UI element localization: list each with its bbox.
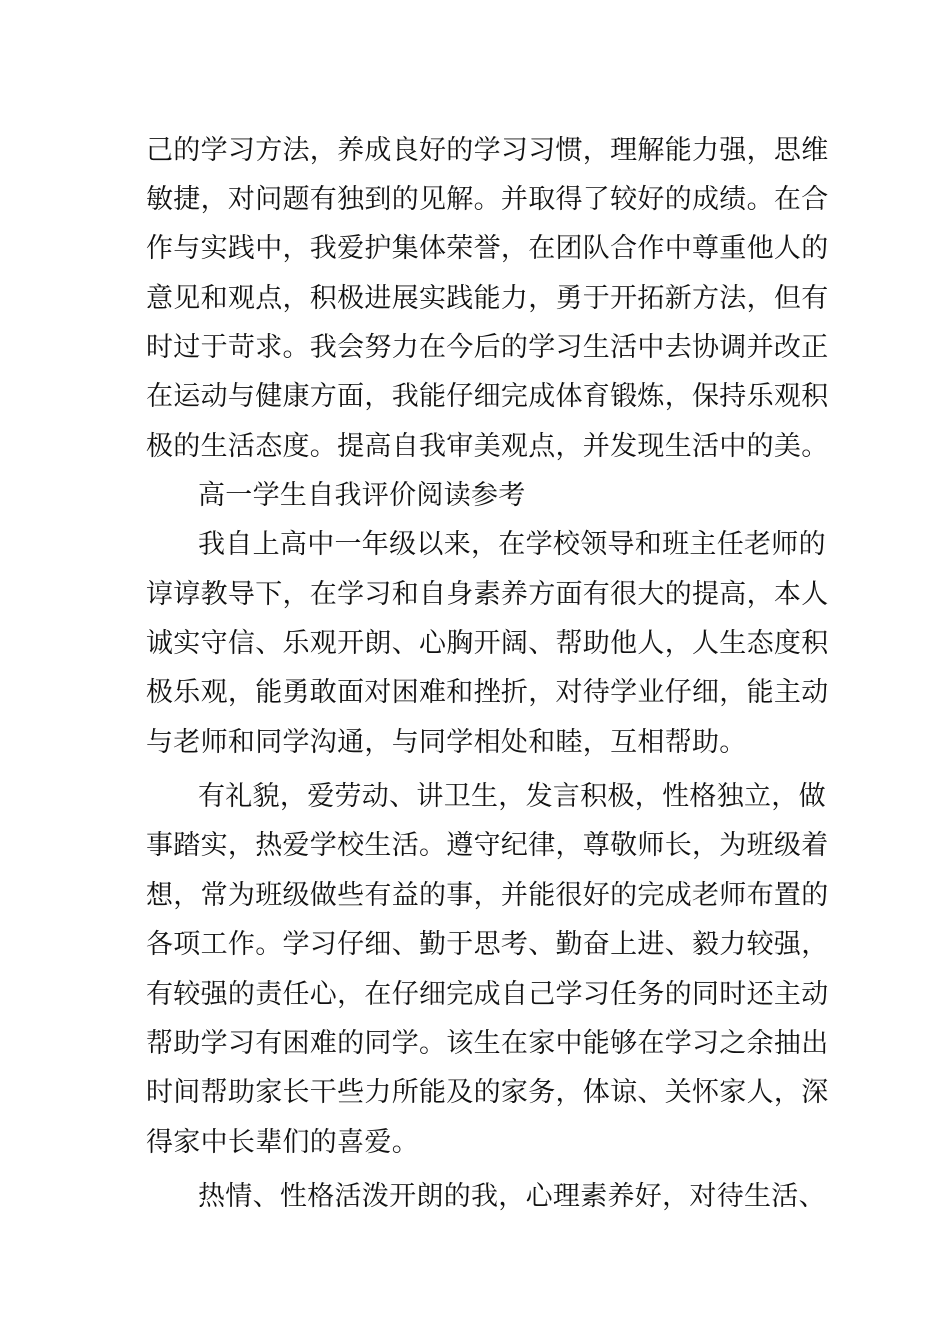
section-heading: 高一学生自我评价阅读参考 <box>198 480 526 511</box>
paragraph-start-line: 我自上高中一年级以来，在学校领导和班主任老师的 <box>198 529 826 560</box>
text-line: 想，常为班级做些有益的事，并能很好的完成老师布置的 <box>146 880 829 911</box>
text-line: 得家中长辈们的喜爱。 <box>146 1127 419 1158</box>
paragraph-start-line: 热情、性格活泼开朗的我，心理素养好，对待生活、 <box>198 1181 826 1212</box>
text-line: 己的学习方法，养成良好的学习习惯，理解能力强，思维 <box>146 135 829 166</box>
paragraph-start-line: 有礼貌，爱劳动、讲卫生，发言积极，性格独立，做 <box>198 781 826 812</box>
text-line: 敏捷，对问题有独到的见解。并取得了较好的成绩。在合 <box>146 184 829 215</box>
text-line: 帮助学习有困难的同学。该生在家中能够在学习之余抽出 <box>146 1028 829 1059</box>
text-line: 谆谆教导下，在学习和自身素养方面有很大的提高，本人 <box>146 579 829 610</box>
text-line: 有较强的责任心，在仔细完成自己学习任务的同时还主动 <box>146 979 829 1010</box>
text-line: 诚实守信、乐观开朗、心胸开阔、帮助他人，人生态度积 <box>146 628 829 659</box>
text-line: 极乐观，能勇敢面对困难和挫折，对待学业仔细，能主动 <box>146 677 829 708</box>
text-line: 各项工作。学习仔细、勤于思考、勤奋上进、毅力较强， <box>146 929 829 960</box>
text-line: 极的生活态度。提高自我审美观点，并发现生活中的美。 <box>146 431 829 462</box>
text-line: 时间帮助家长干些力所能及的家务，体谅、关怀家人，深 <box>146 1077 829 1108</box>
text-line: 与老师和同学沟通，与同学相处和睦，互相帮助。 <box>146 727 747 758</box>
text-line: 在运动与健康方面，我能仔细完成体育锻炼，保持乐观积 <box>146 381 829 412</box>
text-line: 作与实践中，我爱护集体荣誉，在团队合作中尊重他人的 <box>146 233 829 264</box>
text-line: 事踏实，热爱学校生活。遵守纪律，尊敬师长，为班级着 <box>146 830 829 861</box>
text-line: 意见和观点，积极进展实践能力，勇于开拓新方法，但有 <box>146 283 829 314</box>
text-line: 时过于苛求。我会努力在今后的学习生活中去协调并改正 <box>146 332 829 363</box>
